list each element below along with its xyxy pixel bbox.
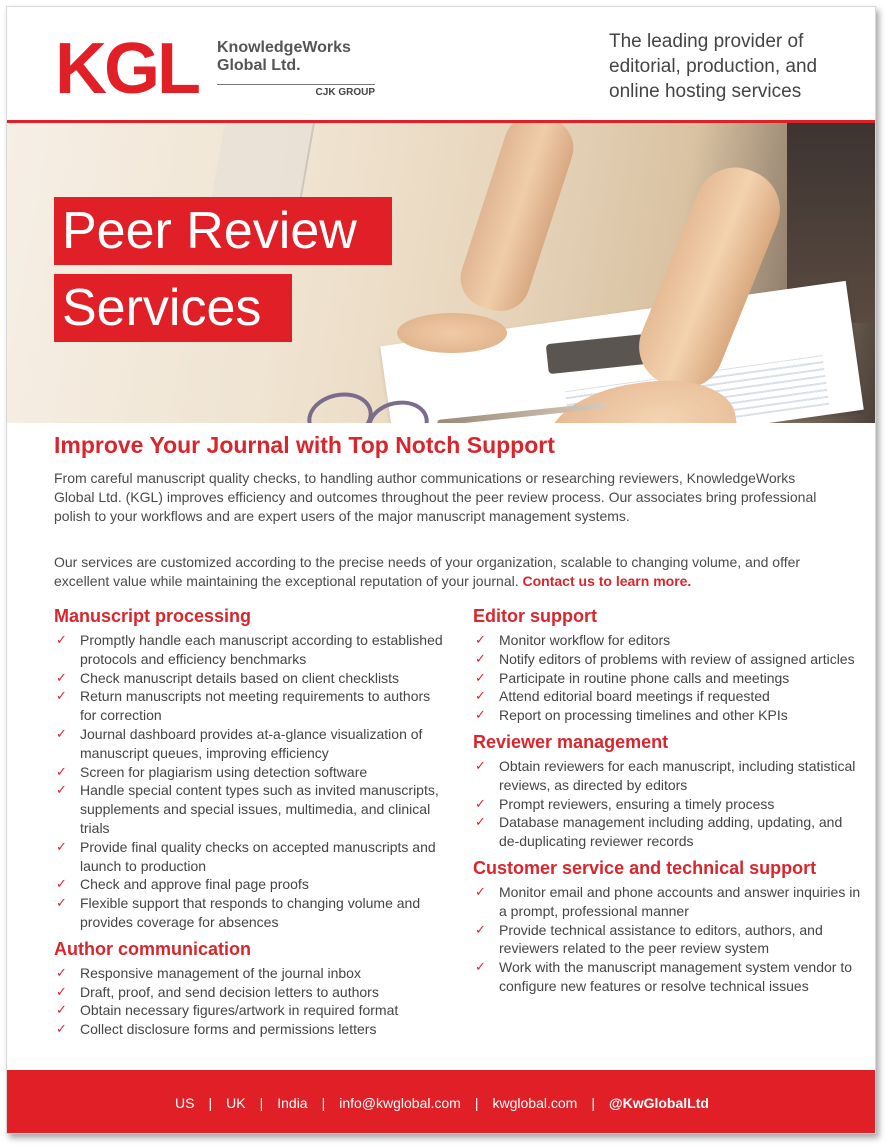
footer-email-link[interactable]: info@kwglobal.com (339, 1094, 461, 1111)
footer-separator: | (321, 1094, 326, 1111)
footer-separator: | (208, 1094, 213, 1111)
check-icon: ✓ (56, 838, 67, 854)
contact-link[interactable]: Contact us to learn more. (522, 573, 692, 589)
footer-separator: | (474, 1094, 479, 1111)
list-item: ✓ Screen for plagiarism using detection software (56, 763, 368, 780)
list-item: ✓ Notify editors of problems with review of assigned articles (475, 650, 855, 667)
list-item: ✓ Check manuscript details based on client checklists (56, 669, 400, 686)
hero-title-line1: Peer Review (54, 197, 392, 265)
list-item: ✓ Promptly handle each manuscript according to established protocols and efficiency benchmarks (56, 632, 443, 667)
footer-social-handle[interactable]: @KwGlobalLtd (608, 1094, 709, 1111)
check-icon: ✓ (56, 725, 67, 741)
check-icon: ✓ (475, 959, 486, 975)
tagline: The leading provider of editorial, production, and online hosting services (609, 31, 818, 102)
section-title: Customer service and technical support (473, 857, 817, 878)
right-column (473, 605, 863, 1002)
check-icon: ✓ (475, 883, 486, 899)
glasses-icon (303, 387, 378, 423)
list-item: ✓ Flexible support that responds to changing volume and provides coverage for absences (56, 895, 421, 930)
check-icon: ✓ (475, 669, 486, 685)
check-icon: ✓ (56, 1021, 67, 1037)
check-icon: ✓ (56, 895, 67, 911)
list-item: ✓ Database management including adding, updating, and de-duplicating reviewer records (475, 814, 843, 850)
customer-service-list (473, 883, 863, 996)
left-hand (397, 313, 507, 353)
section-title: Author communication (54, 938, 251, 959)
list-item: ✓ Provide technical assistance to editors, authors, and reviewers related to the peer review system (475, 921, 823, 957)
list-item: ✓ Work with the manuscript management system vendor to configure new features or resolve technical issues (475, 959, 853, 994)
list-item: ✓ Report on processing timelines and other KPIs (475, 707, 788, 724)
check-icon: ✓ (56, 688, 67, 704)
check-icon: ✓ (56, 632, 67, 647)
check-icon: ✓ (475, 921, 486, 937)
list-item: ✓ Monitor email and phone accounts and answer inquiries in a prompt, professional manner (475, 883, 861, 919)
list-item: ✓ Obtain reviewers for each manuscript, including statistical reviews, as directed by editors (475, 757, 856, 793)
list-item: ✓ Draft, proof, and send decision letters to authors (56, 983, 379, 1000)
section-title: Manuscript processing (54, 606, 252, 626)
hero-image (7, 123, 876, 423)
list-item: ✓ Responsive management of the journal inbox (56, 964, 361, 981)
footer-india: India (277, 1094, 308, 1111)
footer-separator: | (259, 1094, 264, 1111)
section-title: Reviewer management (473, 731, 669, 752)
manuscript-processing-list (54, 631, 444, 932)
list-item: ✓ Prompt reviewers, ensuring a timely process (475, 795, 775, 812)
list-item: ✓ Check and approve final page proofs (56, 876, 309, 893)
flyer-page (6, 6, 876, 1134)
check-icon: ✓ (56, 983, 67, 999)
check-icon: ✓ (475, 814, 486, 830)
editor-support-list (473, 631, 863, 725)
check-icon: ✓ (475, 688, 486, 704)
list-item: ✓ Collect disclosure forms and permissions letters (56, 1021, 377, 1038)
list-item: ✓ Obtain necessary figures/artwork in required format (56, 1002, 399, 1019)
left-column (54, 605, 444, 1045)
intro-heading: Improve Your Journal with Top Notch Support (54, 432, 555, 458)
reviewer-management-list (473, 757, 863, 851)
kgl-logo: KGL (55, 29, 198, 109)
check-icon: ✓ (56, 763, 67, 779)
left-arm (453, 123, 581, 319)
list-item: ✓ Participate in routine phone calls and meetings (475, 669, 790, 686)
footer-uk: UK (226, 1094, 246, 1111)
list-item: ✓ Attend editorial board meetings if requested (475, 688, 770, 705)
intro-paragraph-2-text: Our services are customized according to the precise needs of your organization, scalable to changing volume, and offer excellent value while maintaining the exceptional reputation of your journal. (54, 554, 801, 589)
check-icon: ✓ (56, 669, 67, 685)
list-item: ✓ Provide final quality checks on accepted manuscripts and launch to production (56, 838, 436, 874)
intro-paragraph-2 (54, 553, 834, 591)
author-communication-list (54, 964, 444, 1039)
check-icon: ✓ (56, 1002, 67, 1018)
check-icon: ✓ (56, 964, 67, 980)
list-item: ✓ Return manuscripts not meeting requirements to authors for correction (56, 688, 431, 724)
list-item: ✓ Journal dashboard provides at-a-glance visualization of manuscript queues, improving efficiency (56, 725, 423, 761)
check-icon: ✓ (475, 632, 486, 647)
company-name: KnowledgeWorks Global Ltd. (217, 39, 351, 74)
list-item: ✓ Handle special content types such as invited manuscripts, supplements and special issues, multimedia, and clinical trials (56, 782, 439, 836)
footer-bar (7, 1070, 876, 1134)
check-icon: ✓ (475, 650, 486, 666)
intro-paragraph-1: From careful manuscript quality checks, to handling author communications or researching reviewers, KnowledgeWorks Global Ltd. (KGL) improves efficiency and outcomes throughout the peer review process. Our associates bring professional polish to your workflows and are expert users of the major manuscript management systems. (54, 470, 817, 524)
check-icon: ✓ (56, 782, 67, 798)
list-item: ✓ Monitor workflow for editors (475, 632, 671, 648)
check-icon: ✓ (475, 707, 486, 723)
check-icon: ✓ (56, 876, 67, 892)
section-title: Editor support (473, 606, 597, 626)
footer-us: US (175, 1094, 195, 1111)
footer-website-link[interactable]: kwglobal.com (492, 1094, 578, 1111)
logo-divider (217, 84, 375, 85)
group-name: CJK GROUP (315, 87, 375, 98)
hero-title-line2: Services (54, 274, 292, 342)
footer-separator: | (591, 1094, 595, 1111)
check-icon: ✓ (475, 757, 486, 773)
check-icon: ✓ (475, 795, 486, 811)
